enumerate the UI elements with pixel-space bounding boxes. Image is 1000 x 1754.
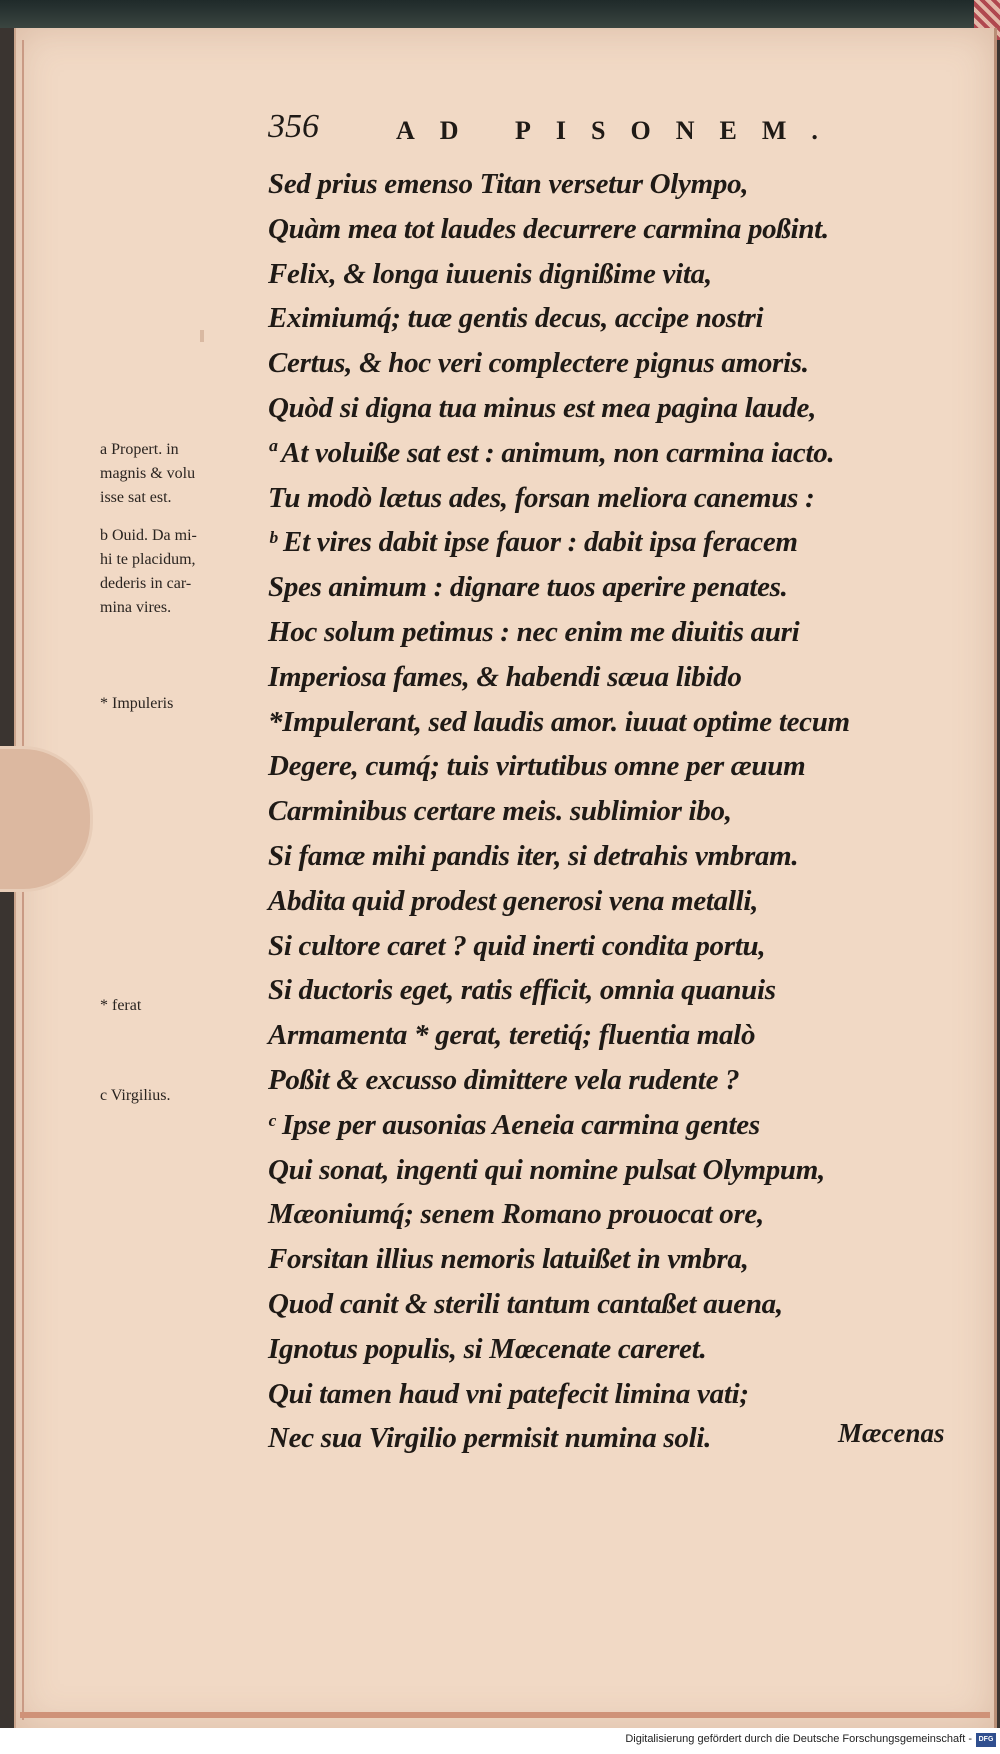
verse-line: Forsitan illius nemoris latuißet in vmbra, bbox=[268, 1243, 749, 1276]
verse-line: Certus, & hoc veri complectere pignus amoris. bbox=[268, 347, 809, 380]
marginal-note-line: mina vires. bbox=[100, 599, 172, 616]
verse-line: Felix, & longa iuuenis dignißime vita, bbox=[268, 257, 712, 290]
verse-line: ª At voluiße sat est : animum, non carmina iacto. bbox=[268, 436, 835, 469]
verse-line: Eximiumq́; tuæ gentis decus, accipe nostri bbox=[268, 302, 764, 335]
verse-line: Tu modò lætus ades, forsan meliora canemus : bbox=[268, 481, 815, 514]
verse-line: Carminibus certare meis. sublimior ibo, bbox=[268, 795, 732, 828]
page-number: 356 bbox=[268, 108, 319, 145]
verse-line: Degere, cumq́; tuis virtutibus omne per æuum bbox=[268, 750, 806, 783]
verse-line: Mæoniumq́; senem Romano prouocat ore, bbox=[268, 1198, 764, 1231]
verse-line: Si cultore caret ? quid inerti condita portu, bbox=[268, 929, 766, 962]
verse-line: ᵇ Et vires dabit ipse fauor : dabit ipsa feracem bbox=[268, 526, 798, 559]
verse-line: Abdita quid prodest generosi vena metalli, bbox=[268, 884, 759, 917]
marginal-note-ferat: * ferat bbox=[100, 997, 142, 1014]
marginal-note-line: isse sat est. bbox=[100, 489, 172, 506]
dfg-logo: DFG bbox=[976, 1733, 996, 1747]
verse-line: Imperiosa fames, & habendi sæua libido bbox=[268, 660, 742, 693]
verse-line: Sed prius emenso Titan versetur Olympo, bbox=[268, 168, 749, 200]
marginal-note-impuleris: * Impuleris bbox=[100, 695, 174, 712]
marginal-note-line: b Ouid. Da mi- bbox=[100, 527, 197, 544]
verse-line: Quòd si digna tua minus est mea pagina laude, bbox=[268, 391, 817, 424]
verse-line: ᶜ Ipse per ausonias Aeneia carmina gentes bbox=[268, 1108, 760, 1141]
verse-line: Hoc solum petimus : nec enim me diuitis auri bbox=[268, 615, 800, 648]
marginal-note-line: a Propert. in bbox=[100, 441, 179, 458]
verse-line: Ignotus populis, si Mœcenate careret. bbox=[268, 1332, 707, 1365]
catchword: Mæcenas bbox=[838, 1418, 945, 1448]
page-header bbox=[268, 108, 848, 152]
verse-block bbox=[268, 162, 968, 1461]
verse-line: Armamenta * gerat, teretiq́; fluentia malò bbox=[268, 1019, 756, 1052]
verse-line: Quod canit & sterili tantum cantaßet auena, bbox=[268, 1287, 783, 1320]
verse-line: Poßit & excusso dimittere vela rudente ? bbox=[268, 1063, 740, 1096]
running-title: AD PISONEM. bbox=[396, 116, 843, 145]
scanner-background-top bbox=[0, 0, 1000, 28]
verse-line: Si ductoris eget, ratis efficit, omnia quanuis bbox=[268, 974, 776, 1007]
verse-line: Spes animum : dignare tuos aperire penates. bbox=[268, 571, 788, 604]
marginal-note-c: c Virgilius. bbox=[100, 1087, 171, 1104]
marginal-note-b bbox=[100, 524, 197, 620]
verse-line: Quàm mea tot laudes decurrere carmina poßint. bbox=[268, 212, 829, 245]
verse-line: Qui tamen haud vni patefecit limina vati; bbox=[268, 1377, 749, 1410]
ink-mark bbox=[200, 330, 204, 342]
verse-line: *Impulerant, sed laudis amor. iuuat optime tecum bbox=[268, 705, 850, 738]
marginal-note-line: dederis in car- bbox=[100, 575, 192, 592]
verse-line: Si famæ mihi pandis iter, si detrahis vmbram. bbox=[268, 839, 799, 872]
page-bottom-edge bbox=[20, 1712, 990, 1718]
verse-line: Nec sua Virgilio permisit numina soli. bbox=[268, 1422, 712, 1455]
verse-line: Qui sonat, ingenti qui nomine pulsat Olympum, bbox=[268, 1153, 825, 1186]
marginal-note-a bbox=[100, 438, 195, 510]
marginal-note-line: magnis & volu bbox=[100, 465, 196, 482]
digitization-footer bbox=[0, 1728, 1000, 1754]
marginal-note-line: hi te placidum, bbox=[100, 551, 196, 568]
footer-credit: Digitalisierung gefördert durch die Deutsche Forschungsgemeinschaft - bbox=[625, 1733, 972, 1745]
